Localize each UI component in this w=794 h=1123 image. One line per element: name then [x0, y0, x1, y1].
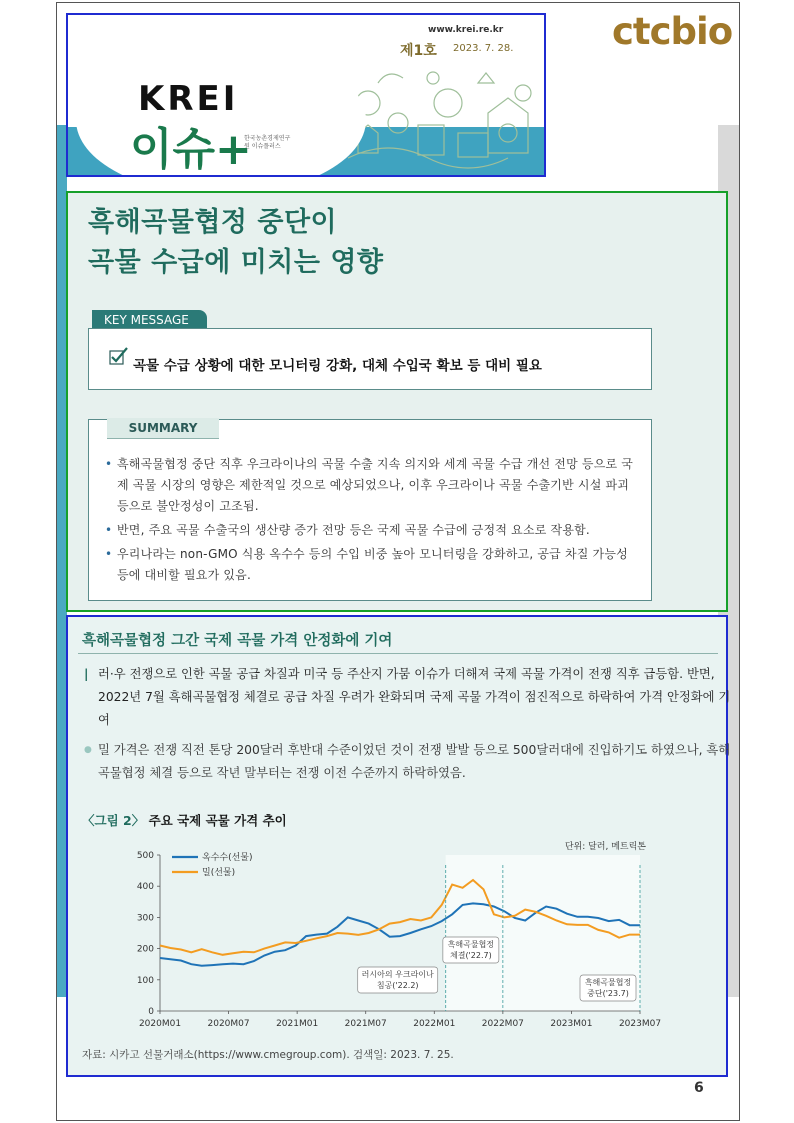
y-tick-label: 400 [136, 882, 154, 893]
checkbox-check-icon [109, 347, 129, 365]
x-tick-label: 2020M07 [207, 1019, 250, 1029]
summary-label: SUMMARY [107, 418, 219, 439]
summary-item: • 우리나라는 non-GMO 식용 옥수수 등의 수입 비중 높아 모니터링을 강화하고, 공급 차질 가능성 등에 대비할 필요가 있음. [105, 544, 635, 586]
x-tick-label: 2023M01 [550, 1019, 593, 1029]
y-tick-label: 200 [136, 944, 154, 955]
ctcbio-logo: ctcbio [612, 10, 733, 53]
annotation-label: 흑해곡물협정 [447, 940, 495, 949]
title-line-2: 곡물 수급에 미치는 영향 [88, 247, 384, 278]
annotation-label: 침공('22.2) [376, 981, 419, 990]
x-tick-label: 2022M07 [481, 1019, 524, 1029]
x-tick-label: 2021M07 [344, 1019, 387, 1029]
section-title: 흑해곡물협정 그간 국제 곡물 가격 안정화에 기여 [82, 633, 393, 649]
page-title [88, 203, 384, 283]
unit-label: 단위: 달러, 메트릭톤 [564, 842, 646, 852]
krei-subtitle: 한국농촌경제연구원 이슈플러스 [244, 135, 291, 150]
figure-number: 〈그림 2〉 [82, 813, 145, 828]
annotation-label: 흑해곡물협정 [584, 978, 632, 987]
section-paragraph: | 러·우 전쟁으로 인한 곡물 공급 차질과 미국 등 주산지 가뭄 이슈가 더해져 국제 곡물 가격이 전쟁 직후 급등함. 반면, 2022년 7월 흑해곡물협정 체결로 공급 차질 우려가 완화되며 국제 곡물 가격이 점진적으로 하락하여 가격 안정화에 기여 [84, 663, 734, 732]
summary-item: • 반면, 주요 곡물 수출국의 생산량 증가 전망 등은 국제 곡물 수급에 긍정적 요소로 작용함. [105, 520, 635, 541]
section-divider [78, 653, 718, 654]
y-tick-label: 0 [148, 1007, 154, 1017]
title-line-1: 흑해곡물협정 중단이 [88, 207, 338, 238]
issue-date: 2023. 7. 28. [453, 43, 514, 54]
annotation-label: 중단('23.7) [587, 989, 629, 998]
summary-box [88, 419, 652, 601]
figure-title [82, 811, 287, 829]
x-tick-label: 2020M01 [138, 1019, 182, 1029]
x-tick-label: 2023M07 [618, 1019, 662, 1029]
key-message-text: 곡물 수급 상황에 대한 모니터링 강화, 대체 수입국 확보 등 대비 필요 [133, 358, 542, 374]
legend-label: 옥수수(선물) [202, 853, 253, 863]
issue-number: 제1호 [400, 43, 437, 59]
figure-caption: 주요 국제 곡물 가격 추이 [148, 813, 287, 828]
annotation-label: 러시아의 우크라이나 [361, 970, 434, 979]
y-tick-label: 100 [136, 975, 154, 986]
x-tick-label: 2022M01 [413, 1019, 456, 1029]
source-note: 자료: 시카고 선물거래소(https://www.cmegroup.com). 검색일: 2023. 7. 25. [82, 1049, 454, 1061]
legend-label: 밀(선물) [202, 868, 236, 878]
key-message-label: KEY MESSAGE [92, 310, 207, 330]
summary-section [66, 191, 728, 612]
report-header [66, 13, 546, 177]
key-message-box [88, 328, 652, 390]
grain-price-chart [78, 835, 678, 1045]
page-number: 6 [694, 1080, 704, 1096]
issue-plus-logo: 이슈+ [130, 124, 252, 175]
krei-logo: KREI [138, 79, 239, 119]
section-sub-paragraph: ● 밀 가격은 전쟁 직전 톤당 200달러 후반대 수준이었던 것이 전쟁 발발 등으로 500달러대에 진입하기도 하였으나, 흑해곡물협정 체결 등으로 작년 말부터는 전쟁 이전 수준까지 하락하였음. [84, 739, 734, 785]
x-tick-label: 2021M01 [276, 1019, 319, 1029]
y-tick-label: 500 [136, 851, 154, 861]
y-tick-label: 300 [136, 913, 154, 924]
agriculture-illustration-icon [338, 63, 546, 177]
summary-item: • 흑해곡물협정 중단 직후 우크라이나의 곡물 수출 지속 의지와 세계 곡물 수급 개선 전망 등으로 국제 곡물 시장의 영향은 제한적일 것으로 예상되었으나, 이후 우크라이나 곡물 수출기반 시설 파괴 등으로 불안정성이 고조됨. [105, 454, 635, 517]
price-section [66, 615, 731, 1077]
annotation-label: 체결('22.7) [449, 951, 492, 960]
website-url[interactable]: www.krei.re.kr [428, 25, 504, 35]
summary-list [105, 454, 635, 589]
